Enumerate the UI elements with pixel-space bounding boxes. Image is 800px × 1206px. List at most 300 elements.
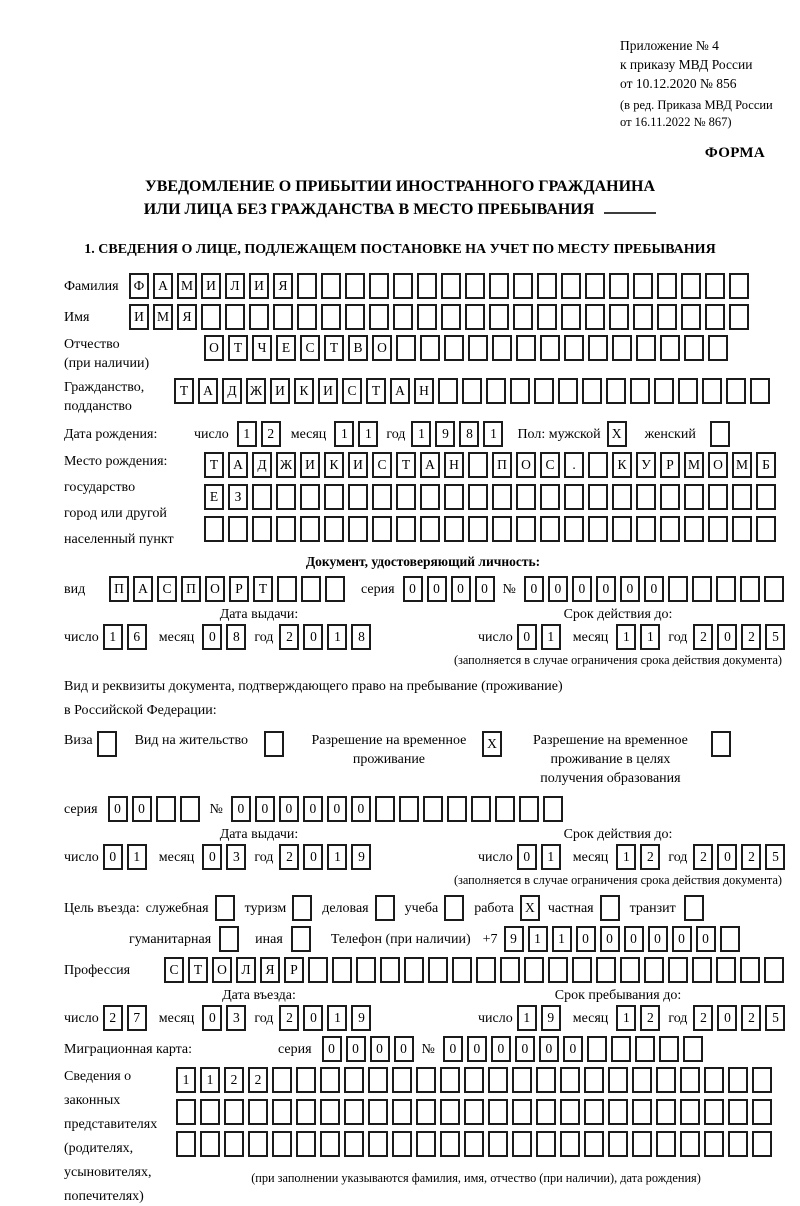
patronymic-cell[interactable] xyxy=(396,335,416,361)
purpose-official-checkbox-cell[interactable] xyxy=(215,895,235,921)
stay-doc-issue-year-cells[interactable] xyxy=(279,844,375,870)
doc-expiry-month-cells[interactable] xyxy=(616,624,664,650)
surname-cells[interactable] xyxy=(129,273,753,299)
stay-doc-number-cell[interactable] xyxy=(423,796,443,822)
entry-year-cell[interactable]: 9 xyxy=(351,1005,371,1031)
birthplace-cell[interactable] xyxy=(684,516,704,542)
stay-until-day-cell[interactable]: 1 xyxy=(517,1005,537,1031)
purpose-humanitarian-checkbox-cell[interactable] xyxy=(219,926,239,952)
doc-issue-month-cell[interactable]: 8 xyxy=(226,624,246,650)
given-name-cell[interactable] xyxy=(273,304,293,330)
citizenship-cell[interactable] xyxy=(582,378,602,404)
doc-expiry-day-cell[interactable]: 1 xyxy=(541,624,561,650)
citizenship-cell[interactable] xyxy=(462,378,482,404)
doc-series-cell[interactable]: 0 xyxy=(475,576,495,602)
stay-doc-issue-year-cell[interactable]: 1 xyxy=(327,844,347,870)
representative-cell[interactable] xyxy=(608,1131,628,1157)
birthplace-cell[interactable]: Б xyxy=(756,452,776,478)
birthplace-cell[interactable] xyxy=(324,484,344,510)
birthplace-cell[interactable] xyxy=(324,516,344,542)
surname-cell[interactable]: Я xyxy=(273,273,293,299)
representative-cell[interactable] xyxy=(752,1099,772,1125)
migration-card-series-cell[interactable]: 0 xyxy=(346,1036,366,1062)
birthplace-cell[interactable] xyxy=(228,516,248,542)
birthplace-cell[interactable]: М xyxy=(684,452,704,478)
residence-permit-checkbox-cell[interactable] xyxy=(264,731,284,757)
stay-doc-number-cell[interactable] xyxy=(375,796,395,822)
birthplace-cell[interactable]: К xyxy=(612,452,632,478)
purpose-business-checkbox[interactable] xyxy=(375,895,399,921)
purpose-other-checkbox-cell[interactable] xyxy=(291,926,311,952)
doc-series-cell[interactable]: 0 xyxy=(451,576,471,602)
patronymic-cell[interactable] xyxy=(516,335,536,361)
birth-year-cell[interactable]: 8 xyxy=(459,421,479,447)
purpose-other-checkbox[interactable] xyxy=(291,926,315,952)
stay-doc-number-cell[interactable]: 0 xyxy=(255,796,275,822)
stay-until-month-cell[interactable]: 2 xyxy=(640,1005,660,1031)
given-name-cell[interactable] xyxy=(585,304,605,330)
birthplace-cell[interactable] xyxy=(396,484,416,510)
representative-cell[interactable] xyxy=(656,1131,676,1157)
surname-cell[interactable] xyxy=(441,273,461,299)
stay-until-year-cell[interactable]: 0 xyxy=(717,1005,737,1031)
profession-cell[interactable] xyxy=(740,957,760,983)
stay-doc-expiry-year-cell[interactable]: 5 xyxy=(765,844,785,870)
birthplace-cell[interactable]: Т xyxy=(396,452,416,478)
birth-day-cell[interactable]: 1 xyxy=(237,421,257,447)
citizenship-cell[interactable]: С xyxy=(342,378,362,404)
representative-cell[interactable] xyxy=(344,1099,364,1125)
birth-year-cell[interactable]: 9 xyxy=(435,421,455,447)
patronymic-cell[interactable]: Ч xyxy=(252,335,272,361)
birthplace-cell[interactable] xyxy=(396,516,416,542)
doc-issue-day-cell[interactable]: 1 xyxy=(103,624,123,650)
representative-cell[interactable] xyxy=(296,1099,316,1125)
birthplace-cell[interactable]: Р xyxy=(660,452,680,478)
stay-doc-series-cell[interactable]: 0 xyxy=(132,796,152,822)
birthplace-cell[interactable] xyxy=(660,484,680,510)
profession-cell[interactable] xyxy=(572,957,592,983)
given-name-cell[interactable] xyxy=(657,304,677,330)
stay-doc-issue-month-cell[interactable]: 0 xyxy=(202,844,222,870)
entry-day-cell[interactable]: 2 xyxy=(103,1005,123,1031)
given-name-cell[interactable] xyxy=(537,304,557,330)
representative-cell[interactable] xyxy=(584,1099,604,1125)
representative-cell[interactable] xyxy=(368,1099,388,1125)
citizenship-cell[interactable] xyxy=(438,378,458,404)
birthplace-cell[interactable] xyxy=(516,484,536,510)
birthplace-cell[interactable] xyxy=(612,516,632,542)
citizenship-cell[interactable] xyxy=(534,378,554,404)
surname-cell[interactable]: И xyxy=(249,273,269,299)
migration-card-number-cell[interactable]: 0 xyxy=(491,1036,511,1062)
citizenship-cell[interactable] xyxy=(750,378,770,404)
doc-type-cell[interactable] xyxy=(277,576,297,602)
doc-expiry-year-cells[interactable] xyxy=(693,624,789,650)
patronymic-cell[interactable] xyxy=(540,335,560,361)
citizenship-cell[interactable] xyxy=(606,378,626,404)
profession-cell[interactable]: Я xyxy=(260,957,280,983)
given-name-cell[interactable] xyxy=(345,304,365,330)
representative-cell[interactable] xyxy=(656,1067,676,1093)
representative-cell[interactable] xyxy=(200,1099,220,1125)
doc-series-cells[interactable] xyxy=(403,576,499,602)
profession-cell[interactable] xyxy=(524,957,544,983)
given-name-cell[interactable] xyxy=(225,304,245,330)
representative-cell[interactable] xyxy=(368,1067,388,1093)
surname-cell[interactable] xyxy=(417,273,437,299)
representative-cell[interactable] xyxy=(728,1099,748,1125)
entry-day-cells[interactable] xyxy=(103,1005,151,1031)
entry-month-cell[interactable]: 3 xyxy=(226,1005,246,1031)
stay-doc-issue-year-cell[interactable]: 9 xyxy=(351,844,371,870)
doc-type-cell[interactable]: Р xyxy=(229,576,249,602)
phone-digit-cell[interactable]: 0 xyxy=(576,926,596,952)
surname-cell[interactable] xyxy=(657,273,677,299)
doc-expiry-month-cell[interactable]: 1 xyxy=(640,624,660,650)
migration-card-number-cell[interactable] xyxy=(683,1036,703,1062)
purpose-official-checkbox[interactable] xyxy=(215,895,239,921)
stay-doc-expiry-month-cells[interactable] xyxy=(616,844,664,870)
birthplace-cell[interactable]: З xyxy=(228,484,248,510)
citizenship-cell[interactable]: Т xyxy=(174,378,194,404)
citizenship-cell[interactable]: К xyxy=(294,378,314,404)
surname-cell[interactable] xyxy=(585,273,605,299)
citizenship-cell[interactable] xyxy=(486,378,506,404)
representatives-row-1[interactable] xyxy=(176,1067,776,1093)
patronymic-cell[interactable] xyxy=(684,335,704,361)
stay-until-month-cells[interactable] xyxy=(616,1005,664,1031)
sex-female-checkbox[interactable] xyxy=(710,421,734,447)
birthplace-cell[interactable] xyxy=(588,484,608,510)
representative-cell[interactable] xyxy=(632,1067,652,1093)
representative-cell[interactable] xyxy=(296,1067,316,1093)
stay-doc-series-cell[interactable]: 0 xyxy=(108,796,128,822)
rvp-checkbox-cell[interactable]: X xyxy=(482,731,502,757)
phone-digit-cell[interactable]: 1 xyxy=(528,926,548,952)
migration-card-series-cells[interactable] xyxy=(322,1036,418,1062)
citizenship-cell[interactable]: И xyxy=(270,378,290,404)
representative-cell[interactable] xyxy=(632,1131,652,1157)
given-name-cell[interactable] xyxy=(705,304,725,330)
stay-doc-number-cell[interactable]: 0 xyxy=(279,796,299,822)
stay-doc-issue-day-cell[interactable]: 0 xyxy=(103,844,123,870)
representative-cell[interactable] xyxy=(272,1067,292,1093)
entry-day-cell[interactable]: 7 xyxy=(127,1005,147,1031)
representative-cell[interactable] xyxy=(368,1131,388,1157)
birthplace-cell[interactable]: С xyxy=(540,452,560,478)
birthplace-cell[interactable] xyxy=(708,484,728,510)
patronymic-cell[interactable]: О xyxy=(372,335,392,361)
representative-cell[interactable] xyxy=(584,1067,604,1093)
birthplace-cell[interactable]: И xyxy=(300,452,320,478)
birthplace-cell[interactable] xyxy=(252,516,272,542)
birthplace-cell[interactable] xyxy=(468,452,488,478)
representative-cell[interactable] xyxy=(512,1067,532,1093)
profession-cell[interactable]: Т xyxy=(188,957,208,983)
rvp-checkbox[interactable] xyxy=(482,731,506,757)
migration-card-series-cell[interactable]: 0 xyxy=(322,1036,342,1062)
given-name-cell[interactable] xyxy=(729,304,749,330)
given-name-cell[interactable] xyxy=(393,304,413,330)
given-name-cell[interactable] xyxy=(489,304,509,330)
citizenship-cell[interactable]: И xyxy=(318,378,338,404)
representative-cell[interactable] xyxy=(728,1067,748,1093)
stay-doc-number-cell[interactable]: 0 xyxy=(303,796,323,822)
doc-type-cell[interactable]: П xyxy=(109,576,129,602)
migration-card-series-cell[interactable]: 0 xyxy=(370,1036,390,1062)
doc-number-cell[interactable]: 0 xyxy=(620,576,640,602)
birthplace-cell[interactable] xyxy=(588,516,608,542)
representative-cell[interactable] xyxy=(320,1067,340,1093)
birth-month-cell[interactable]: 1 xyxy=(334,421,354,447)
profession-cell[interactable] xyxy=(404,957,424,983)
phone-digit-cell[interactable]: 0 xyxy=(600,926,620,952)
stay-doc-number-cell[interactable] xyxy=(543,796,563,822)
citizenship-cell[interactable]: А xyxy=(198,378,218,404)
birth-day-cells[interactable] xyxy=(237,421,285,447)
birthplace-cell[interactable] xyxy=(756,484,776,510)
stay-doc-number-cell[interactable] xyxy=(519,796,539,822)
migration-card-number-cell[interactable] xyxy=(611,1036,631,1062)
profession-cell[interactable]: Р xyxy=(284,957,304,983)
representatives-row-2[interactable] xyxy=(176,1099,776,1125)
representative-cell[interactable] xyxy=(488,1099,508,1125)
entry-year-cell[interactable]: 0 xyxy=(303,1005,323,1031)
representative-cell[interactable]: 2 xyxy=(224,1067,244,1093)
profession-cell[interactable] xyxy=(620,957,640,983)
surname-cell[interactable]: Л xyxy=(225,273,245,299)
given-name-cells[interactable] xyxy=(129,304,753,330)
doc-expiry-year-cell[interactable]: 2 xyxy=(693,624,713,650)
birthplace-cell[interactable] xyxy=(372,516,392,542)
surname-cell[interactable] xyxy=(489,273,509,299)
representative-cell[interactable] xyxy=(512,1099,532,1125)
birthplace-cell[interactable] xyxy=(276,484,296,510)
entry-year-cells[interactable] xyxy=(279,1005,375,1031)
surname-cell[interactable] xyxy=(561,273,581,299)
representative-cell[interactable] xyxy=(416,1067,436,1093)
birthplace-cell[interactable] xyxy=(420,484,440,510)
birthplace-row-3[interactable] xyxy=(204,516,780,542)
phone-digit-cell[interactable]: 9 xyxy=(504,926,524,952)
doc-issue-day-cells[interactable] xyxy=(103,624,151,650)
birthplace-cell[interactable]: Н xyxy=(444,452,464,478)
profession-cell[interactable] xyxy=(716,957,736,983)
surname-cell[interactable] xyxy=(321,273,341,299)
doc-type-cell[interactable]: П xyxy=(181,576,201,602)
birthplace-cell[interactable] xyxy=(444,516,464,542)
surname-cell[interactable] xyxy=(297,273,317,299)
stay-until-month-cell[interactable]: 1 xyxy=(616,1005,636,1031)
birthplace-cell[interactable] xyxy=(612,484,632,510)
doc-number-cell[interactable]: 0 xyxy=(572,576,592,602)
representative-cell[interactable] xyxy=(560,1099,580,1125)
migration-card-number-cell[interactable]: 0 xyxy=(539,1036,559,1062)
stay-doc-expiry-day-cell[interactable]: 0 xyxy=(517,844,537,870)
birth-year-cell[interactable]: 1 xyxy=(483,421,503,447)
citizenship-cell[interactable] xyxy=(726,378,746,404)
representative-cell[interactable] xyxy=(752,1067,772,1093)
given-name-cell[interactable] xyxy=(201,304,221,330)
doc-type-cell[interactable]: А xyxy=(133,576,153,602)
birthplace-cell[interactable]: С xyxy=(372,452,392,478)
patronymic-cell[interactable] xyxy=(468,335,488,361)
rvp-education-checkbox[interactable] xyxy=(711,731,735,757)
doc-number-cells[interactable] xyxy=(524,576,788,602)
surname-cell[interactable] xyxy=(369,273,389,299)
stay-doc-number-cell[interactable]: 0 xyxy=(351,796,371,822)
migration-card-number-cell[interactable] xyxy=(635,1036,655,1062)
birthplace-cell[interactable]: . xyxy=(564,452,584,478)
birthplace-cell[interactable]: Е xyxy=(204,484,224,510)
stay-until-year-cell[interactable]: 2 xyxy=(693,1005,713,1031)
stay-doc-number-cell[interactable] xyxy=(471,796,491,822)
purpose-tourism-checkbox[interactable] xyxy=(292,895,316,921)
purpose-work-checkbox[interactable] xyxy=(520,895,544,921)
migration-card-number-cell[interactable]: 0 xyxy=(443,1036,463,1062)
rvp-education-checkbox-cell[interactable] xyxy=(711,731,731,757)
birthplace-cell[interactable] xyxy=(732,484,752,510)
representative-cell[interactable]: 1 xyxy=(176,1067,196,1093)
doc-type-cell[interactable]: С xyxy=(157,576,177,602)
representative-cell[interactable] xyxy=(248,1099,268,1125)
representative-cell[interactable] xyxy=(704,1099,724,1125)
stay-doc-series-cells[interactable] xyxy=(108,796,204,822)
representative-cell[interactable] xyxy=(488,1131,508,1157)
representative-cell[interactable] xyxy=(344,1067,364,1093)
phone-digit-cell[interactable]: 0 xyxy=(672,926,692,952)
doc-issue-year-cell[interactable]: 2 xyxy=(279,624,299,650)
birthplace-cell[interactable] xyxy=(348,484,368,510)
birthplace-cell[interactable]: А xyxy=(420,452,440,478)
citizenship-cell[interactable]: Ж xyxy=(246,378,266,404)
profession-cell[interactable] xyxy=(644,957,664,983)
purpose-private-checkbox-cell[interactable] xyxy=(600,895,620,921)
patronymic-cell[interactable]: Т xyxy=(324,335,344,361)
representative-cell[interactable] xyxy=(200,1131,220,1157)
stay-doc-series-cell[interactable] xyxy=(156,796,176,822)
citizenship-cell[interactable] xyxy=(702,378,722,404)
doc-expiry-day-cell[interactable]: 0 xyxy=(517,624,537,650)
representative-cell[interactable] xyxy=(680,1099,700,1125)
sex-male-checkbox-cell[interactable]: X xyxy=(607,421,627,447)
entry-year-cell[interactable]: 1 xyxy=(327,1005,347,1031)
doc-number-cell[interactable]: 0 xyxy=(596,576,616,602)
patronymic-cell[interactable]: Т xyxy=(228,335,248,361)
given-name-cell[interactable] xyxy=(249,304,269,330)
birthplace-row-1[interactable] xyxy=(204,452,780,478)
patronymic-cell[interactable]: В xyxy=(348,335,368,361)
patronymic-cell[interactable] xyxy=(564,335,584,361)
birthplace-cell[interactable] xyxy=(636,484,656,510)
given-name-cell[interactable] xyxy=(609,304,629,330)
doc-number-cell[interactable] xyxy=(668,576,688,602)
representative-cell[interactable] xyxy=(176,1131,196,1157)
representative-cell[interactable] xyxy=(224,1131,244,1157)
profession-cell[interactable] xyxy=(452,957,472,983)
doc-issue-year-cells[interactable] xyxy=(279,624,375,650)
patronymic-cell[interactable] xyxy=(612,335,632,361)
stay-doc-expiry-year-cell[interactable]: 2 xyxy=(741,844,761,870)
birthplace-row-2[interactable] xyxy=(204,484,780,510)
stay-doc-expiry-month-cell[interactable]: 1 xyxy=(616,844,636,870)
birthplace-cell[interactable] xyxy=(564,484,584,510)
birthplace-cell[interactable] xyxy=(540,484,560,510)
doc-issue-month-cells[interactable] xyxy=(202,624,250,650)
purpose-private-checkbox[interactable] xyxy=(600,895,624,921)
patronymic-cell[interactable]: Е xyxy=(276,335,296,361)
profession-cells[interactable] xyxy=(164,957,788,983)
profession-cell[interactable]: С xyxy=(164,957,184,983)
patronymic-cell[interactable]: С xyxy=(300,335,320,361)
citizenship-cell[interactable] xyxy=(654,378,674,404)
doc-number-cell[interactable] xyxy=(716,576,736,602)
purpose-business-checkbox-cell[interactable] xyxy=(375,895,395,921)
surname-cell[interactable]: А xyxy=(153,273,173,299)
surname-cell[interactable] xyxy=(729,273,749,299)
citizenship-cells[interactable] xyxy=(174,378,774,404)
representative-cell[interactable] xyxy=(680,1131,700,1157)
given-name-cell[interactable] xyxy=(465,304,485,330)
migration-card-number-cell[interactable]: 0 xyxy=(515,1036,535,1062)
birth-year-cells[interactable] xyxy=(411,421,507,447)
given-name-cell[interactable] xyxy=(633,304,653,330)
phone-digit-cell[interactable]: 0 xyxy=(696,926,716,952)
birthplace-cell[interactable] xyxy=(300,484,320,510)
doc-issue-year-cell[interactable]: 1 xyxy=(327,624,347,650)
migration-card-number-cell[interactable]: 0 xyxy=(563,1036,583,1062)
stay-until-year-cells[interactable] xyxy=(693,1005,789,1031)
representative-cell[interactable] xyxy=(440,1131,460,1157)
representative-cell[interactable] xyxy=(680,1067,700,1093)
phone-digit-cell[interactable] xyxy=(720,926,740,952)
migration-card-number-cells[interactable] xyxy=(443,1036,707,1062)
patronymic-cell[interactable] xyxy=(660,335,680,361)
patronymic-cell[interactable] xyxy=(420,335,440,361)
stay-doc-issue-year-cell[interactable]: 2 xyxy=(279,844,299,870)
given-name-cell[interactable] xyxy=(681,304,701,330)
representative-cell[interactable] xyxy=(728,1131,748,1157)
surname-cell[interactable] xyxy=(537,273,557,299)
representative-cell[interactable] xyxy=(584,1131,604,1157)
given-name-cell[interactable] xyxy=(441,304,461,330)
birthplace-cell[interactable]: О xyxy=(708,452,728,478)
representative-cell[interactable] xyxy=(704,1131,724,1157)
representative-cell[interactable] xyxy=(392,1099,412,1125)
given-name-cell[interactable] xyxy=(321,304,341,330)
profession-cell[interactable] xyxy=(428,957,448,983)
birthplace-cell[interactable] xyxy=(516,516,536,542)
doc-series-cell[interactable]: 0 xyxy=(403,576,423,602)
doc-expiry-year-cell[interactable]: 2 xyxy=(741,624,761,650)
birthplace-cell[interactable] xyxy=(660,516,680,542)
birthplace-cell[interactable] xyxy=(492,516,512,542)
doc-issue-year-cell[interactable]: 0 xyxy=(303,624,323,650)
surname-cell[interactable] xyxy=(705,273,725,299)
birthplace-cell[interactable] xyxy=(756,516,776,542)
citizenship-cell[interactable]: Н xyxy=(414,378,434,404)
representative-cell[interactable] xyxy=(632,1099,652,1125)
given-name-cell[interactable] xyxy=(297,304,317,330)
surname-cell[interactable] xyxy=(393,273,413,299)
profession-cell[interactable] xyxy=(380,957,400,983)
stay-doc-issue-day-cell[interactable]: 1 xyxy=(127,844,147,870)
birthplace-cell[interactable] xyxy=(636,516,656,542)
representative-cell[interactable] xyxy=(464,1099,484,1125)
representative-cell[interactable] xyxy=(560,1131,580,1157)
surname-cell[interactable]: И xyxy=(201,273,221,299)
